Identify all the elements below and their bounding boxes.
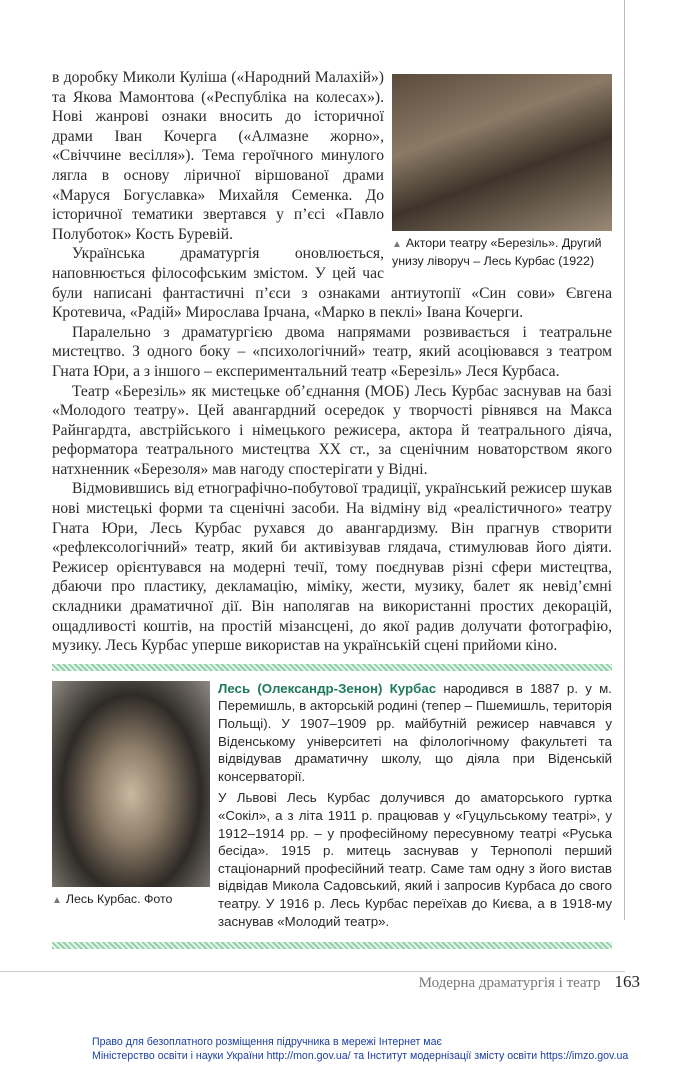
group-photo-berezil-actors	[392, 74, 612, 231]
page-footer	[0, 971, 696, 1063]
biography-box	[218, 680, 612, 930]
triangle-icon: ▲	[392, 239, 402, 250]
paragraph: Відмовившись від етнографічно-побутової традиції, український режисер шукав нові мистецькі форми та сценічні засоби. На відміну від «реалістичного» театру Гната Юри, Лесь Курбас рухався до авангардизму. Він прагнув створити «рефлексологічний» театр, який би активізував глядача, стимулював його діяти. Режисер орієнтувався на модерні течії, тому поєднував різні сфери мистецтва, дбаючи про пластику, декламацію, міміку, жести, музику, балет як невід’ємні складники драматичної дії. Він наполягав на використанні простих декорацій, ощадливості коштів, на простій мізансцені, до якої радив долучати фотографію, музику. Лесь Курбас уперше використав на українській сцені прийоми кіно.	[52, 480, 612, 655]
portrait-figure	[52, 681, 218, 909]
triangle-icon: ▲	[52, 894, 62, 906]
paragraph: Театр «Березіль» як мистецьке об’єднання (МОБ) Лесь Курбас заснував на базі «Молодого театру». Цей авангардний осередок у творчості рівнявся на Макса Райнгардта, австрійського і німецького режисера, актора й театрального діяча, реформатора театрального мистецтва ХХ ст., за сценічним новаторством якого натхненник «Березоля» мав нагоду спостерігати у Відні.	[52, 382, 612, 478]
bio-text: народився в 1887 р. у м. Перемишль, в акторській родині (тепер – Пшемишль, територія Польщі). У 1907–1909 рр. майбутній режисер навчався у Віденському університеті на філологічному факультеті та відвідував драматичну школу, що діяла при Віденській консерваторії.	[218, 680, 612, 784]
bio-paragraph	[218, 680, 612, 786]
running-title: Модерна драматургія і театр	[418, 975, 601, 992]
main-text-column	[52, 68, 612, 656]
caption-text: Актори театру «Березіль». Другий унизу ліворуч – Лесь Курбас (1922)	[392, 236, 602, 268]
group-photo-caption	[392, 235, 620, 269]
copyright-line: Право для безоплатного розміщення підручника в мережі Інтернет має	[92, 1036, 442, 1049]
page-number: 163	[614, 972, 640, 992]
caption-text: Лесь Курбас. Фото	[65, 891, 173, 906]
footer-row	[0, 972, 640, 992]
paragraph: Українська драматургія оновлюється, наповнюється філософським змістом. У цей час були написані фантастичні п’єси з ознаками антиутопії «Син сови» Євгена Кротевича, «Радій» Мирослава Ірчана, «Марко в пеклі» Івана Кочерги.	[52, 245, 612, 322]
paragraph: в доробку Миколи Куліша («Народний Малахій») та Якова Мамонтова («Республіка на колесах»). Нові жанрові ознаки вносить до історичної драми Іван Кочерга («Алмазне жорно», «Свіччине весілля»). Тема героїчного минулого лягла в основу ліричної віршованої драми «Маруся Богуславка» Михайля Семенка. До історичної тематики звертався у п’єсі «Павло Полуботок» Кость Буревій.	[52, 69, 384, 243]
bio-name: Лесь (Олександр-Зенон) Курбас	[218, 680, 437, 696]
decorative-band	[52, 664, 612, 671]
portrait-caption	[52, 891, 218, 909]
biography-section	[52, 680, 612, 934]
bio-paragraph: У Львові Лесь Курбас долучився до аматорського гуртка «Сокіл», а з літа 1911 р. працював у «Гуцульському театрі», у 1912–1914 рр. – у професійному пересувному театрі «Руська бесіда». 1915 р. митець заснував у Тернополі перший стаціонарний професійний театр. Саме там одну з його вистав відвідав Микола Садовський, який і запросив Курбаса до свого театру. У 1916 р. Лесь Курбас переїхав до Києва, а в 1918-му заснував «Молодий театр».	[218, 790, 612, 929]
portrait-photo-kurbas	[52, 681, 210, 887]
group-photo-figure	[392, 74, 620, 269]
copyright-notice	[92, 1036, 652, 1063]
paragraph: Паралельно з драматургією двома напрямами розвивається і театральне мистецтво. З одного боку – «психологічний» театр, який асоціювався з театром Гната Юри, а з іншого – експериментальний театр «Березіль» Леся Курбаса.	[52, 323, 612, 380]
decorative-band	[52, 942, 612, 949]
copyright-line: Міністерство освіти і науки України http://mon.gov.ua/ та Інститут модернізації змісту освіти https://imzo.gov.ua	[92, 1049, 629, 1062]
